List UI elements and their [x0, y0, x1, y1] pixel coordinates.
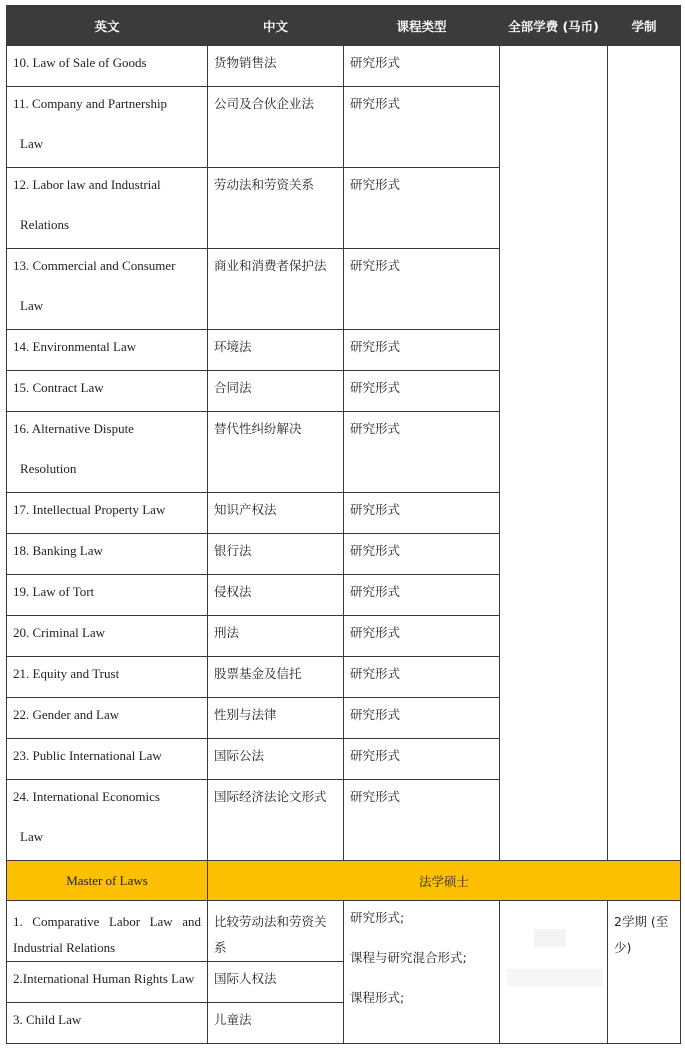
- master-duration: 2学期 (至少): [608, 901, 681, 1044]
- course-english: [7, 534, 208, 575]
- course-type: 研究形式: [344, 739, 500, 780]
- course-type: 研究形式: [344, 575, 500, 616]
- course-english-line1: 23. Public International Law: [13, 748, 162, 763]
- redacted-block: [534, 929, 566, 947]
- course-english-line1: 20. Criminal Law: [13, 625, 106, 640]
- master-fee-cell: [500, 901, 608, 1044]
- course-type: 研究形式: [344, 371, 500, 412]
- course-english-line2: Law: [20, 136, 44, 151]
- header-fee: 全部学费 (马币): [500, 6, 608, 46]
- master-course-chinese: 儿童法: [208, 1003, 344, 1044]
- course-type: 研究形式: [344, 249, 500, 330]
- course-english-line1: 13. Commercial and Consumer: [13, 258, 176, 273]
- course-english-line2: Law: [20, 829, 44, 844]
- redacted-block: [507, 969, 602, 987]
- course-type: 研究形式: [344, 330, 500, 371]
- table-row: [7, 901, 681, 962]
- course-chinese: 股票基金及信托: [208, 657, 344, 698]
- table-row: [7, 46, 681, 87]
- master-course-english: 1. Comparative Labor Law and Industrial Relations: [7, 901, 208, 962]
- course-chinese: 国际经济法论文形式: [208, 780, 344, 861]
- course-english-line1: 18. Banking Law: [13, 543, 103, 558]
- course-english-line1: 15. Contract Law: [13, 380, 104, 395]
- course-english-line1: 11. Company and Partnership: [13, 96, 168, 111]
- header-english: 英文: [7, 6, 208, 46]
- course-chinese: 公司及合伙企业法: [208, 87, 344, 168]
- header-row: [7, 6, 681, 46]
- course-english-line1: 12. Labor law and Industrial: [13, 177, 161, 192]
- course-english-line1: 17. Intellectual Property Law: [13, 502, 166, 517]
- course-english: [7, 575, 208, 616]
- course-english: [7, 698, 208, 739]
- course-chinese: 银行法: [208, 534, 344, 575]
- master-course-type-item: 课程与研究混合形式;: [350, 950, 467, 965]
- master-course-chinese: 国际人权法: [208, 962, 344, 1003]
- course-chinese: 合同法: [208, 371, 344, 412]
- course-english: [7, 657, 208, 698]
- master-course-type-item: 课程形式;: [350, 990, 405, 1005]
- master-course-english-text: 3. Child Law: [13, 1012, 82, 1027]
- course-english-line1: 21. Equity and Trust: [13, 666, 120, 681]
- course-english-line1: 24. International Economics: [13, 789, 160, 804]
- course-english-line1: 16. Alternative Dispute: [13, 421, 134, 436]
- section-title-chinese: 法学硕士: [208, 861, 681, 901]
- duration-cell: [608, 46, 681, 861]
- header-chinese: 中文: [208, 6, 344, 46]
- course-english: [7, 371, 208, 412]
- course-english-line2: Relations: [20, 217, 70, 232]
- course-chinese: 国际公法: [208, 739, 344, 780]
- course-type: 研究形式: [344, 493, 500, 534]
- master-course-type-item: 研究形式;: [350, 910, 405, 925]
- course-chinese: 替代性纠纷解决: [208, 412, 344, 493]
- course-chinese: 环境法: [208, 330, 344, 371]
- course-english-line1: 14. Environmental Law: [13, 339, 137, 354]
- course-english: [7, 493, 208, 534]
- course-chinese: 商业和消费者保护法: [208, 249, 344, 330]
- course-english: [7, 330, 208, 371]
- course-english: [7, 46, 208, 87]
- course-chinese: 知识产权法: [208, 493, 344, 534]
- course-table: [6, 5, 681, 1044]
- course-english: [7, 780, 208, 861]
- course-type: 研究形式: [344, 657, 500, 698]
- course-english: [7, 616, 208, 657]
- course-english-line2: Law: [20, 298, 44, 313]
- course-english: [7, 168, 208, 249]
- master-course-english: [7, 962, 208, 1003]
- course-english: [7, 412, 208, 493]
- master-course-english: [7, 1003, 208, 1044]
- master-course-types: [344, 901, 500, 1044]
- course-type: 研究形式: [344, 698, 500, 739]
- course-english: [7, 87, 208, 168]
- master-course-chinese: 比较劳动法和劳资关系: [208, 901, 344, 962]
- course-chinese: 侵权法: [208, 575, 344, 616]
- course-type: 研究形式: [344, 534, 500, 575]
- master-course-english-text: 2.International Human Rights Law: [13, 971, 195, 986]
- course-chinese: 性别与法律: [208, 698, 344, 739]
- course-english-line2: Resolution: [20, 461, 77, 476]
- course-chinese: 劳动法和劳资关系: [208, 168, 344, 249]
- course-chinese: 刑法: [208, 616, 344, 657]
- course-english-line1: 22. Gender and Law: [13, 707, 120, 722]
- section-title-english: Master of Laws: [7, 861, 208, 901]
- course-type: 研究形式: [344, 46, 500, 87]
- course-english: [7, 249, 208, 330]
- course-type: 研究形式: [344, 168, 500, 249]
- course-type: 研究形式: [344, 780, 500, 861]
- course-type: 研究形式: [344, 87, 500, 168]
- course-english-line1: 10. Law of Sale of Goods: [13, 55, 147, 70]
- course-chinese: 货物销售法: [208, 46, 344, 87]
- section-row: [7, 861, 681, 901]
- header-course-type: 课程类型: [344, 6, 500, 46]
- course-type: 研究形式: [344, 616, 500, 657]
- course-english: [7, 739, 208, 780]
- fee-cell: [500, 46, 608, 861]
- header-duration: 学制: [608, 6, 681, 46]
- course-english-line1: 19. Law of Tort: [13, 584, 95, 599]
- course-type: 研究形式: [344, 412, 500, 493]
